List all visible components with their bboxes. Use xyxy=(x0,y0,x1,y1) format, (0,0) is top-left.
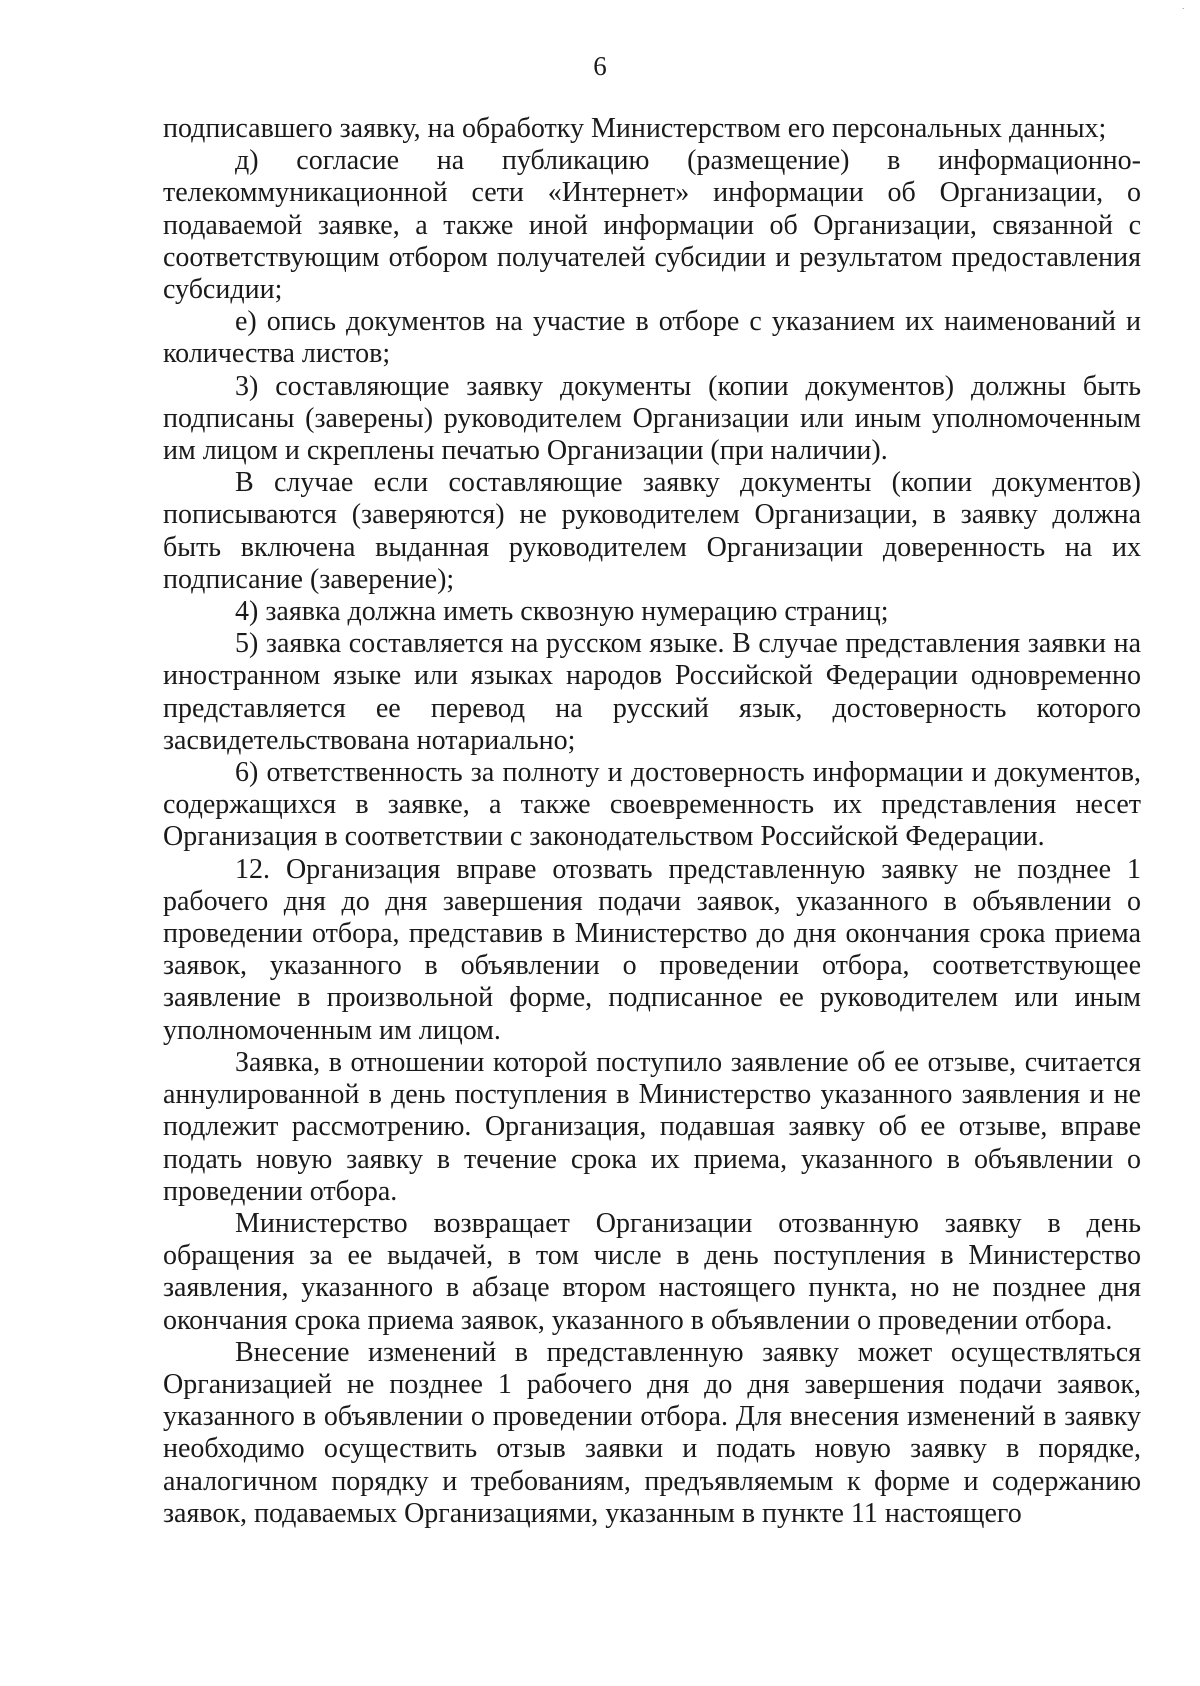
paragraph-amendments: Внесение изменений в представленную заявку может осуществляться Организацией не позднее 1 рабочего дня до дня завершения подачи заявок, указанного в объявлении о проведении отбора. Для внесения изменений в заявку необходимо осуществить отзыв заявки и подать новую заявку в порядке, аналогичном порядку и требованиям, предъявляемым к форме и содержанию заявок, подаваемых Организациями, указанным в пункте 11 настоящего xyxy=(163,1336,1141,1529)
paragraph-item-d: д) согласие на публикацию (размещение) в информационно-телекоммуникационной сети «Интернет» информации об Организации, о подаваемой заявке, а также иной информации об Организации, связанной с соответствующим отбором получателей субсидии и результатом предоставления субсидии; xyxy=(163,145,1141,306)
paragraph-continuation: подписавшего заявку, на обработку Министерством его персональных данных; xyxy=(163,113,1107,144)
paragraph-item-3: 3) составляющие заявку документы (копии документов) должны быть подписаны (заверены) руководителем Организации или иным уполномоченным им лицом и скреплены печатью Организации (при наличии). xyxy=(163,370,1141,467)
scan-corner-mark: ˙ xyxy=(1180,6,1186,19)
document-body xyxy=(163,113,1141,1530)
paragraph-item-6: 6) ответственность за полноту и достоверность информации и документов, содержащихся в заявке, а также своевременность их представления несет Организация в соответствии с законодательством Российской Федерации. xyxy=(163,757,1141,853)
paragraph-section-12: 12. Организация вправе отозвать представленную заявку не позднее 1 рабочего дня до дня завершения подачи заявок, указанного в объявлении о проведении отбора, представив в Министерство до дня окончания срока приема заявок, указанного в объявлении о проведении отбора, соответствующее заявление в произвольной форме, подписанное ее руководителем или иным уполномоченным им лицом. xyxy=(163,853,1141,1046)
paragraph-item-e: е) опись документов на участие в отборе с указанием их наименований и количества листов; xyxy=(163,306,1141,370)
paragraph-return: Министерство возвращает Организации отозванную заявку в день обращения за ее выдачей, в том числе в день поступления в Министерство заявления, указанного в абзаце втором настоящего пункта, но не позднее дня окончания срока приема заявок, указанного в объявлении о проведении отбора. xyxy=(163,1207,1141,1336)
paragraph-signing-case: В случае если составляющие заявку документы (копии документов) пописываются (заверяются) не руководителем Организации, в заявку должна быть включена выданная руководителем Организации доверенность на их подписание (заверение); xyxy=(163,467,1141,595)
paragraph-withdrawal: Заявка, в отношении которой поступило заявление об ее отзыве, считается аннулированной в день поступления в Министерство указанного заявления и не подлежит рассмотрению. Организация, подавшая заявку об ее отзыве, вправе подать новую заявку в течение срока их приема, указанного в объявлении о проведении отбора. xyxy=(163,1046,1141,1207)
paragraph-item-4: 4) заявка должна иметь сквозную нумерацию страниц; xyxy=(235,596,889,628)
page-number: 6 xyxy=(593,51,607,81)
paragraph-item-5: 5) заявка составляется на русском языке. В случае представления заявки на иностранном языке или языках народов Российской Федерации одновременно представляется ее перевод на русский язык, достоверность которого засвидетельствована нотариально; xyxy=(163,628,1141,756)
